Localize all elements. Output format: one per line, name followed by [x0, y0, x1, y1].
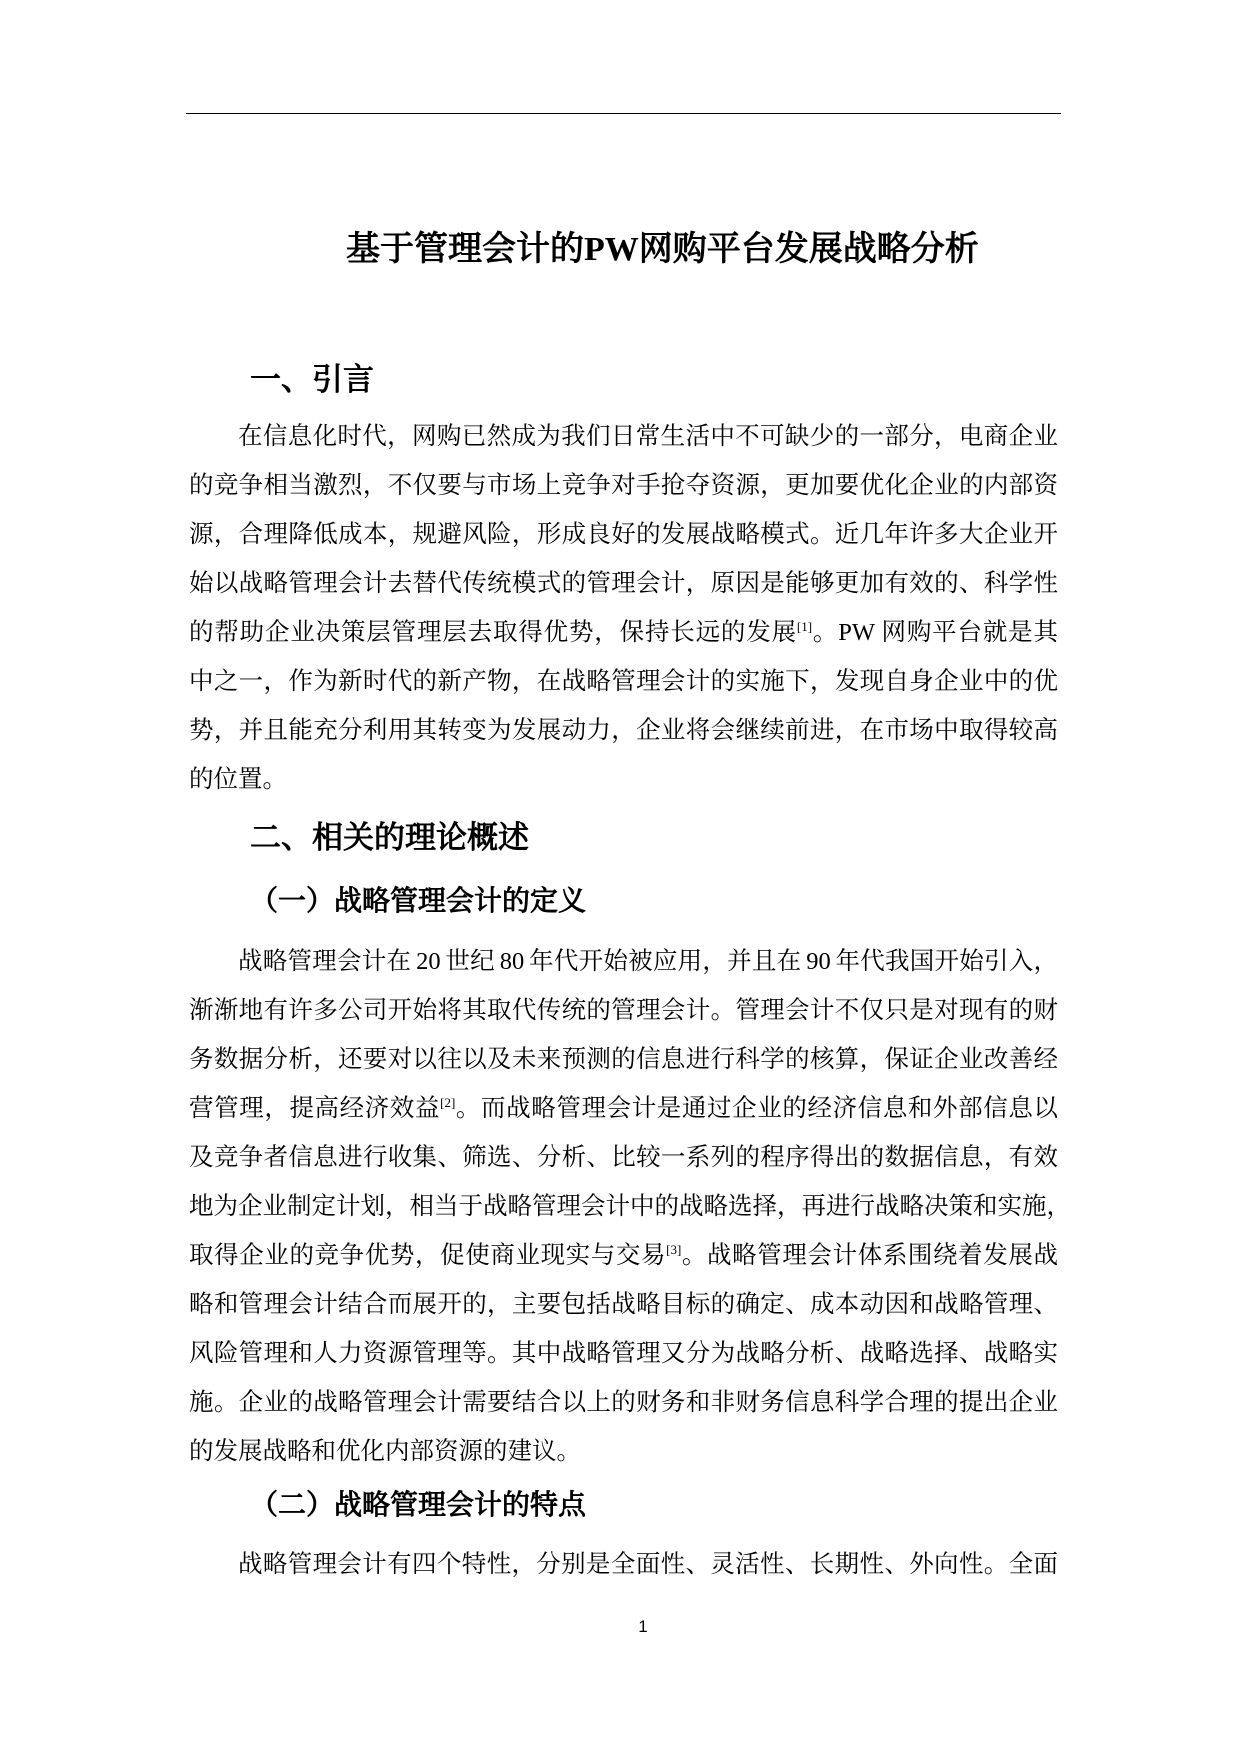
paragraph-characteristics [189, 1540, 1058, 1589]
subsection-heading-characteristics: （二）战略管理会计的特点 [250, 1490, 587, 1521]
paragraph-line: 地为企业制定计划，相当于战略管理会计中的战略选择，再进行战略决策和实施， [189, 1193, 1071, 1220]
line-text: 的帮助企业决策层管理层去取得优势，保持长远的发展 [189, 619, 797, 646]
line-text: 。PW 网购平台就是其 [812, 619, 1058, 646]
paragraph-definition [189, 937, 1071, 1476]
paragraph-line: 战略管理会计有四个特性，分别是全面性、灵活性、长期性、外向性。全面 [238, 1551, 1058, 1578]
paragraph-line: 的竞争相当激烈，不仅要与市场上竞争对手抢夺资源，更加要优化企业的内部资 [189, 472, 1058, 499]
paragraph-line [189, 1084, 1058, 1133]
line-text: 。战略管理会计体系围绕着发展战 [681, 1242, 1058, 1269]
paragraph-line: 施。企业的战略管理会计需要结合以上的财务和非财务信息科学合理的提出企业 [189, 1389, 1058, 1416]
paragraph-line: 渐渐地有许多公司开始将其取代传统的管理会计。管理会计不仅只是对现有的财 [189, 997, 1058, 1024]
paragraph-line: 风险管理和人力资源管理等。其中战略管理又分为战略分析、战略选择、战略实 [189, 1340, 1058, 1367]
citation-superscript: [3] [666, 1242, 682, 1257]
paragraph-line: 源，合理降低成本，规避风险，形成良好的发展战略模式。近几年许多大企业开 [189, 521, 1058, 548]
section-heading-theory: 二、相关的理论概述 [250, 820, 529, 855]
line-text: 。而战略管理会计是通过企业的经济信息和外部信息以 [455, 1095, 1058, 1122]
paragraph-intro [189, 412, 1058, 804]
paragraph-line: 战略管理会计在 20 世纪 80 年代开始被应用，并且在 90 年代我国开始引入， [238, 948, 1058, 975]
line-text: 取得企业的竞争优势，促使商业现实与交易 [189, 1242, 667, 1269]
line-text: 营管理，提高经济效益 [189, 1095, 441, 1122]
paragraph-line: 及竞争者信息进行收集、筛选、分析、比较一系列的程序得出的数据信息，有效 [189, 1144, 1058, 1171]
paragraph-line: 中之一，作为新时代的新产物，在战略管理会计的实施下，发现自身企业中的优 [189, 668, 1058, 695]
citation-superscript: [1] [796, 619, 813, 634]
paragraph-line: 的发展战略和优化内部资源的建议。 [189, 1438, 581, 1465]
paragraph-line: 始以战略管理会计去替代传统模式的管理会计，原因是能够更加有效的、科学性 [189, 570, 1058, 597]
paragraph-line: 务数据分析，还要对以往以及未来预测的信息进行科学的核算，保证企业改善经 [189, 1046, 1058, 1073]
paragraph-line: 的位置。 [189, 766, 287, 793]
section-heading-intro: 一、引言 [250, 362, 374, 397]
citation-superscript: [2] [440, 1095, 456, 1110]
header-rule [186, 113, 1061, 114]
paragraph-line: 在信息化时代，网购已然成为我们日常生活中不可缺少的一部分，电商企业 [238, 423, 1058, 450]
paragraph-line: 略和管理会计结合而展开的，主要包括战略目标的确定、成本动因和战略管理、 [189, 1291, 1058, 1318]
paragraph-line: 势，并且能充分利用其转变为发展动力，企业将会继续前进，在市场中取得较高 [189, 717, 1058, 744]
page-number: 1 [638, 1617, 648, 1636]
paragraph-line [189, 608, 1058, 657]
document-title: 基于管理会计的PW网购平台发展战略分析 [346, 231, 979, 268]
paragraph-line [189, 1231, 1058, 1280]
subsection-heading-definition: （一）战略管理会计的定义 [250, 886, 587, 917]
